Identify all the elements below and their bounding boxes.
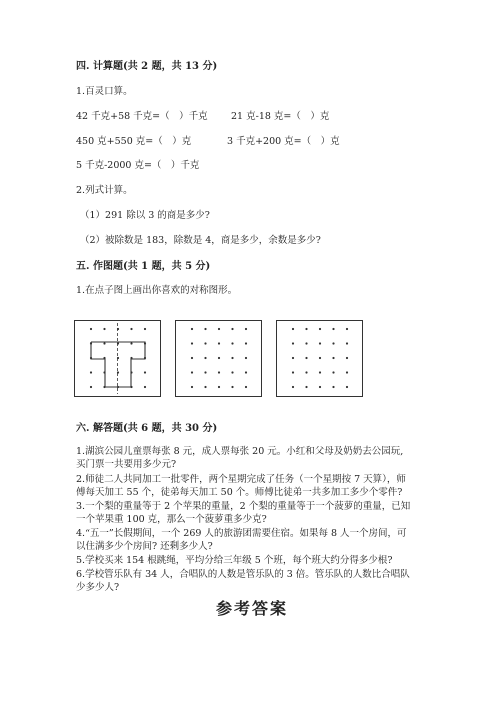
grid-dot — [332, 371, 334, 373]
problem-line: 买门票一共要用多少元? — [76, 459, 177, 470]
problem-line: 少多少人? — [76, 582, 120, 593]
problem-line: 6.学校管乐队有 34 人，合唱队的人数是管乐队的 3 倍。管乐队的人数比合唱队 — [76, 569, 410, 580]
grid-dot — [292, 357, 294, 359]
grid-dot — [305, 328, 307, 330]
grid-dot — [204, 371, 206, 373]
q2-item: （2）被除数是 183，除数是 4，商是多少，余数是多少? — [80, 235, 321, 246]
problem-line: 5.学校买来 154 根跳绳，平均分给三年级 5 个班，每个班大约分得多少根? — [76, 555, 393, 566]
calc-item: 5 千克-2000 克=（ ）千克 — [76, 160, 200, 171]
grid-dot — [130, 328, 132, 330]
grid-dot — [346, 342, 348, 344]
grid-dot — [90, 371, 92, 373]
q1-title: 1.百灵口算。 — [76, 86, 133, 97]
problem-line: 2.师徒二人共同加工一批零件，两个星期完成了任务（一个星期按 7 天算），师 — [76, 474, 406, 485]
grid-dot — [204, 342, 206, 344]
section5-heading: 五. 作图题(共 1 题，共 5 分) — [76, 261, 211, 272]
calc-item: 42 千克+58 千克=（ ）千克 — [76, 111, 208, 122]
calc-item: 450 克+550 克=（ ）克 — [76, 136, 192, 147]
grid-dot — [130, 342, 132, 344]
grid-dot — [218, 386, 220, 388]
grid-dot — [204, 357, 206, 359]
grid-dot — [245, 371, 247, 373]
grid-dot — [245, 328, 247, 330]
section4-heading: 四. 计算题(共 2 题，共 13 分) — [76, 61, 218, 72]
grid-dot — [346, 328, 348, 330]
grid-dot — [305, 357, 307, 359]
grid-dot — [191, 342, 193, 344]
grid-dot — [218, 342, 220, 344]
grid-dot — [231, 357, 233, 359]
answer-title: 参考答案 — [216, 599, 289, 618]
grid-dot — [305, 342, 307, 344]
grid-dot — [292, 328, 294, 330]
grid-dot — [191, 357, 193, 359]
grid-dot — [245, 357, 247, 359]
q2-title: 2.列式计算。 — [76, 185, 133, 196]
grid-dot — [218, 357, 220, 359]
grid-dot — [305, 386, 307, 388]
grid-dot — [319, 357, 321, 359]
grid-dot — [305, 371, 307, 373]
grid-dot — [346, 357, 348, 359]
grid-dot — [346, 371, 348, 373]
grid-dot — [245, 342, 247, 344]
grid-dot — [103, 328, 105, 330]
grid-dot — [103, 342, 105, 344]
problem-line: 傅每天加工 55 个，徒弟每天加工 50 个。师傅比徒弟一共多加工多少个零件? — [76, 487, 403, 498]
grid-dot — [332, 342, 334, 344]
grid-dot — [144, 328, 146, 330]
grid-dot — [346, 386, 348, 388]
problem-line: 1.湖滨公园儿童票每张 8 元，成人票每张 20 元。小红和父母及奶奶去公园玩, — [76, 446, 404, 457]
grid-dot — [204, 386, 206, 388]
grid-dot — [292, 371, 294, 373]
grid-dot — [218, 371, 220, 373]
grid-dot — [292, 342, 294, 344]
calc-item: 3 千克+200 克=（ ）克 — [227, 136, 340, 147]
grid-dot — [332, 386, 334, 388]
problem-line: 4.“五一”长假期间，一个 269 人的旅游团需要住宿。如果每 8 人一个房间，可 — [76, 528, 407, 539]
grid-dot — [231, 386, 233, 388]
grid-dot — [245, 386, 247, 388]
grid-dot — [90, 328, 92, 330]
calc-item: 21 克-18 克=（ ）克 — [231, 111, 330, 122]
grid-dot — [218, 328, 220, 330]
grid-dot — [191, 328, 193, 330]
dot-grid-blank[interactable] — [276, 320, 364, 398]
grid-dot — [90, 386, 92, 388]
dot-grid-blank[interactable] — [175, 320, 263, 398]
grid-dot — [191, 371, 193, 373]
section6-heading: 六. 解答题(共 6 题，共 30 分) — [76, 423, 218, 434]
q2-item: （1）291 除以 3 的商是多少? — [80, 210, 210, 221]
drawing-question: 1.在点子图上画出你喜欢的对称图形。 — [76, 285, 238, 296]
grid-dot — [319, 386, 321, 388]
grid-dot — [191, 386, 193, 388]
grid-dot — [319, 371, 321, 373]
grid-dot — [332, 357, 334, 359]
problem-line: 以住满多少个房间? 还剩多少人? — [76, 541, 213, 552]
grid-dot — [332, 328, 334, 330]
dot-grid-example — [74, 320, 162, 398]
problem-line: 一个苹果重 100 克，那么一个菠萝重多少克? — [76, 514, 267, 525]
grid-dot — [292, 386, 294, 388]
problem-line: 3.一个梨的重量等于 2 个苹果的重量，2 个梨的重量等于一个菠萝的重量，已知 — [76, 501, 411, 512]
grid-dot — [144, 386, 146, 388]
grid-dot — [204, 328, 206, 330]
grid-dot — [144, 371, 146, 373]
grid-dot — [231, 328, 233, 330]
grid-dot — [231, 342, 233, 344]
grid-dot — [231, 371, 233, 373]
grid-dot — [319, 328, 321, 330]
grid-dot — [319, 342, 321, 344]
